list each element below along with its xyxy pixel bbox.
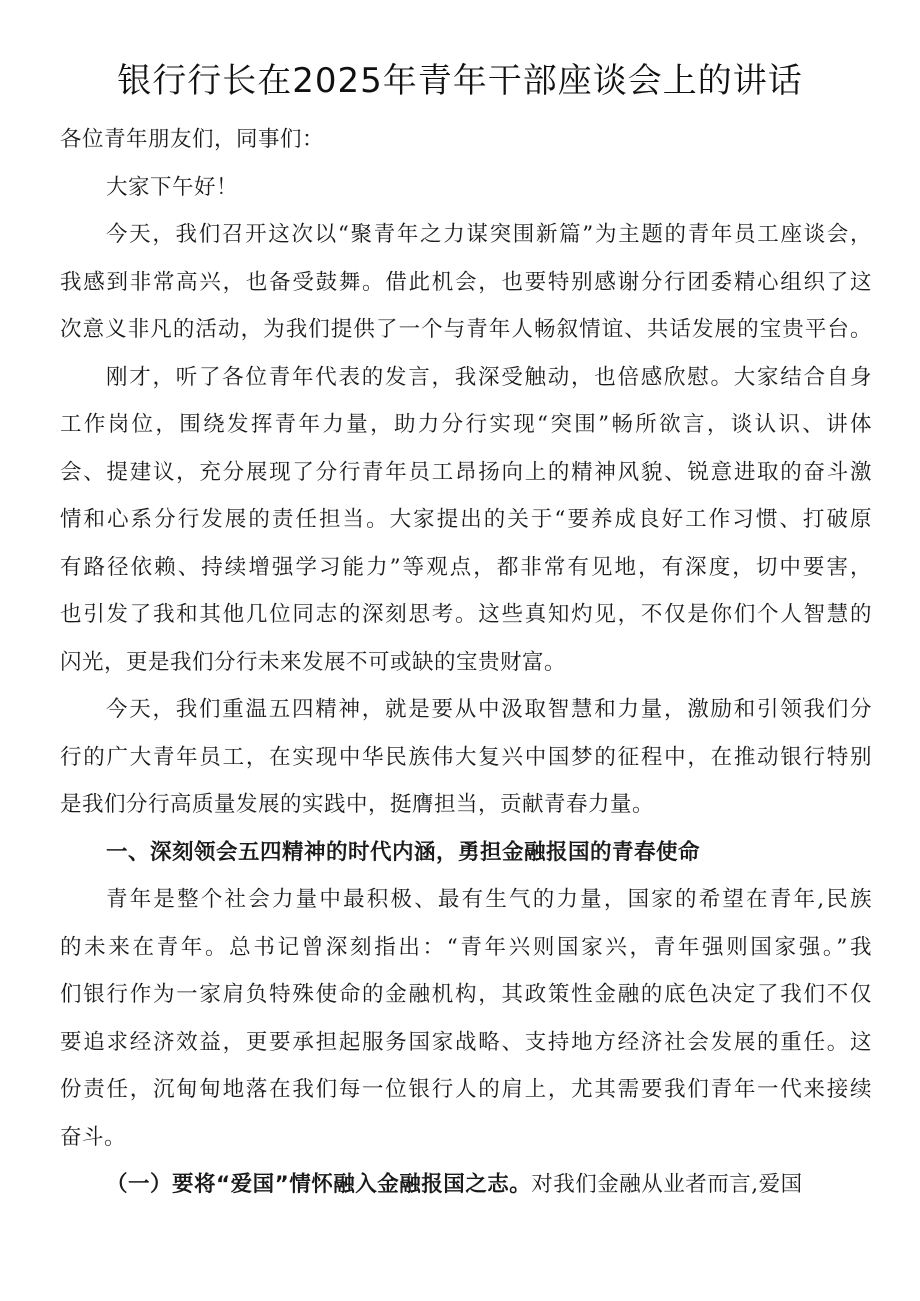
greeting: 大家下午好！ [106, 174, 239, 200]
subsection-1 [60, 1161, 872, 1209]
subsection-heading: （一）要将“爱国”情怀融入金融报国之志。 [106, 1172, 532, 1197]
paragraph-line: 会、提建议，充分展现了分行青年员工昂扬向上的精神风貌、锐意进取的奋斗激 [60, 459, 872, 485]
paragraph-line: 我感到非常高兴，也备受鼓舞。借此机会，也要特别感谢分行团委精心组织了这 [60, 269, 872, 295]
paragraph-line: 份责任，沉甸甸地落在我们每一位银行人的肩上，尤其需要我们青年一代来接续 [60, 1077, 872, 1102]
paragraph-line: 工作岗位，围绕发挥青年力量，助力分行实现“突围”畅所欲言，谈认识、讲体 [60, 412, 872, 437]
paragraph-line: 今天，我们召开这次以“聚青年之力谋突围新篇”为主题的青年员工座谈会， [106, 222, 872, 247]
subsection-text: 对我们金融从业者而言,爱国 [531, 1172, 803, 1197]
paragraph-line: 奋斗。 [60, 1124, 127, 1150]
paragraph-line: 行的广大青年员工，在实现中华民族伟大复兴中国梦的征程中，在推动银行特别 [60, 744, 872, 770]
paragraph-line: 刚才，听了各位青年代表的发言，我深受触动，也倍感欣慰。大家结合自身 [106, 364, 872, 390]
document-title: 银行行长在2025年青年干部座谈会上的讲话 [117, 61, 803, 101]
paragraph-line: 们银行作为一家肩负特殊使命的金融机构，其政策性金融的底色决定了我们不仅 [60, 982, 872, 1007]
paragraph-line: 要追求经济效益，更要承担起服务国家战略、支持地方经济社会发展的重任。这 [60, 1029, 872, 1055]
paragraph-1 [60, 211, 872, 354]
paragraph-line: 次意义非凡的活动，为我们提供了一个与青年人畅叙情谊、共话发展的宝贵平台。 [60, 317, 872, 342]
paragraph-2 [60, 354, 872, 687]
paragraph-line: 是我们分行高质量发展的实践中，挺膺担当，贡献青春力量。 [60, 792, 655, 817]
paragraph-line: 今天，我们重温五四精神，就是要从中汲取智慧和力量，激励和引领我们分 [106, 697, 872, 722]
paragraph-line: 的未来在青年。总书记曾深刻指出：“青年兴则国家兴，青年强则国家强。”我 [60, 934, 872, 960]
paragraph-line: 青年是整个社会力量中最积极、最有生气的力量，国家的希望在青年,民族 [106, 887, 872, 912]
paragraph-line: 也引发了我和其他几位同志的深刻思考。这些真知灼见，不仅是你们个人智慧的 [60, 602, 872, 627]
paragraph-3 [60, 686, 872, 829]
salutation: 各位青年朋友们，同事们： [60, 127, 325, 152]
section-heading-1: 一、深刻领会五四精神的时代内涵，勇担金融报国的青春使命 [106, 839, 701, 865]
paragraph-line: 有路径依赖、持续增强学习能力”等观点，都非常有见地，有深度，切中要害， [60, 554, 872, 580]
paragraph-line: 闪光，更是我们分行未来发展不可或缺的宝贵财富。 [60, 649, 567, 675]
document-body [60, 116, 872, 1209]
paragraph-line: 情和心系分行发展的责任担当。大家提出的关于“要养成良好工作习惯、打破原 [60, 507, 872, 532]
paragraph-4 [60, 876, 872, 1161]
